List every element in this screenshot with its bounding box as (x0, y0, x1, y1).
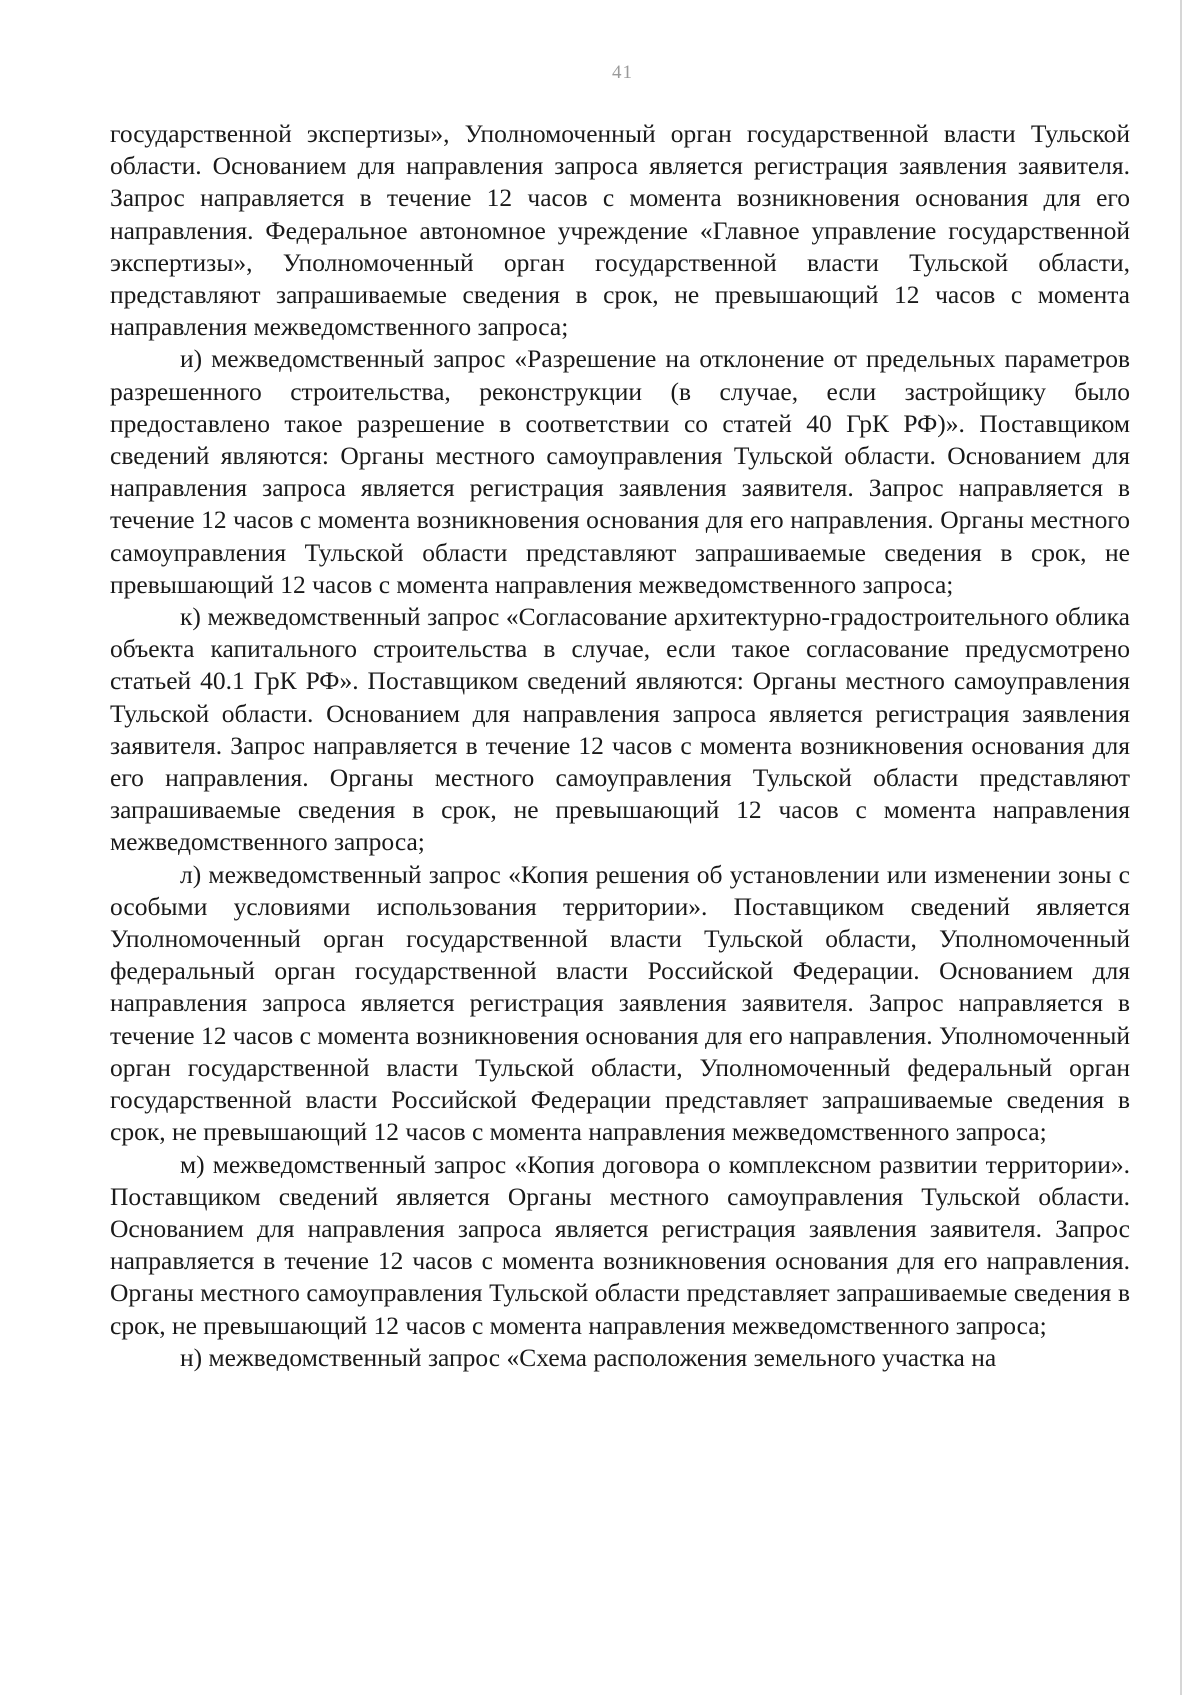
paragraph-item-m: м) межведомственный запрос «Копия договора о комплексном развитии территории». Поставщиком сведений является Органы местного самоуправления Тульской области. Основанием для направления запроса является регистрация заявления заявителя. Запрос направляется в течение 12 часов с момента возникновения основания для его направления. Органы местного самоуправления Тульской области представляет запрашиваемые сведения в срок, не превышающий 12 часов с момента направления межведомственного запроса; (110, 1149, 1130, 1340)
paragraph-item-i: и) межведомственный запрос «Разрешение на отклонение от предельных параметров разрешенного строительства, реконструкции (в случае, если застройщику было предоставлено такое разрешение в соответствии со статей 40 ГрК РФ)». Поставщиком сведений являются: Органы местного самоуправления Тульской области. Основанием для направления запроса является регистрация заявления заявителя. Запрос направляется в течение 12 часов с момента возникновения основания для его направления. Органы местного самоуправления Тульской области представляют запрашиваемые сведения в срок, не превышающий 12 часов с момента направления межведомственного запроса; (110, 344, 1130, 599)
paragraph-continuation: государственной экспертизы», Уполномоченный орган государственной власти Тульской области. Основанием для направления запроса является регистрация заявления заявителя. Запрос направляется в течение 12 часов с момента возникновения основания для его направления. Федеральное автономное учреждение «Главное управление государственной экспертизы», Уполномоченный орган государственной власти Тульской области, представляют запрашиваемые сведения в срок, не превышающий 12 часов с момента направления межведомственного запроса; (110, 119, 1130, 342)
page-number: 41 (612, 62, 633, 83)
paragraph-item-l: л) межведомственный запрос «Копия решения об установлении или изменении зоны с особыми условиями использования территории». Поставщиком сведений является Уполномоченный орган государственной власти Тульской области, Уполномоченный федеральный орган государственной власти Российской Федерации. Основанием для направления запроса является регистрация заявления заявителя. Запрос направляется в течение 12 часов с момента возникновения основания для его направления. Уполномоченный орган государственной власти Тульской области, Уполномоченный федеральный орган государственной власти Российской Федерации представляет запрашиваемые сведения в срок, не превышающий 12 часов с момента направления межведомственного запроса; (110, 859, 1130, 1147)
paragraph-item-k: к) межведомственный запрос «Согласование архитектурно-градостроительного облика объекта капитального строительства в случае, если такое согласование предусмотрено статьей 40.1 ГрК РФ». Поставщиком сведений являются: Органы местного самоуправления Тульской области. Основанием для направления запроса является регистрация заявления заявителя. Запрос направляется в течение 12 часов с момента возникновения основания для его направления. Органы местного самоуправления Тульской области представляют запрашиваемые сведения в срок, не превышающий 12 часов с момента направления межведомственного запроса; (110, 602, 1130, 857)
paragraph-item-n: н) межведомственный запрос «Схема расположения земельного участка на (180, 1342, 997, 1372)
document-body (110, 118, 1130, 1374)
scan-edge-line (1180, 0, 1182, 1695)
